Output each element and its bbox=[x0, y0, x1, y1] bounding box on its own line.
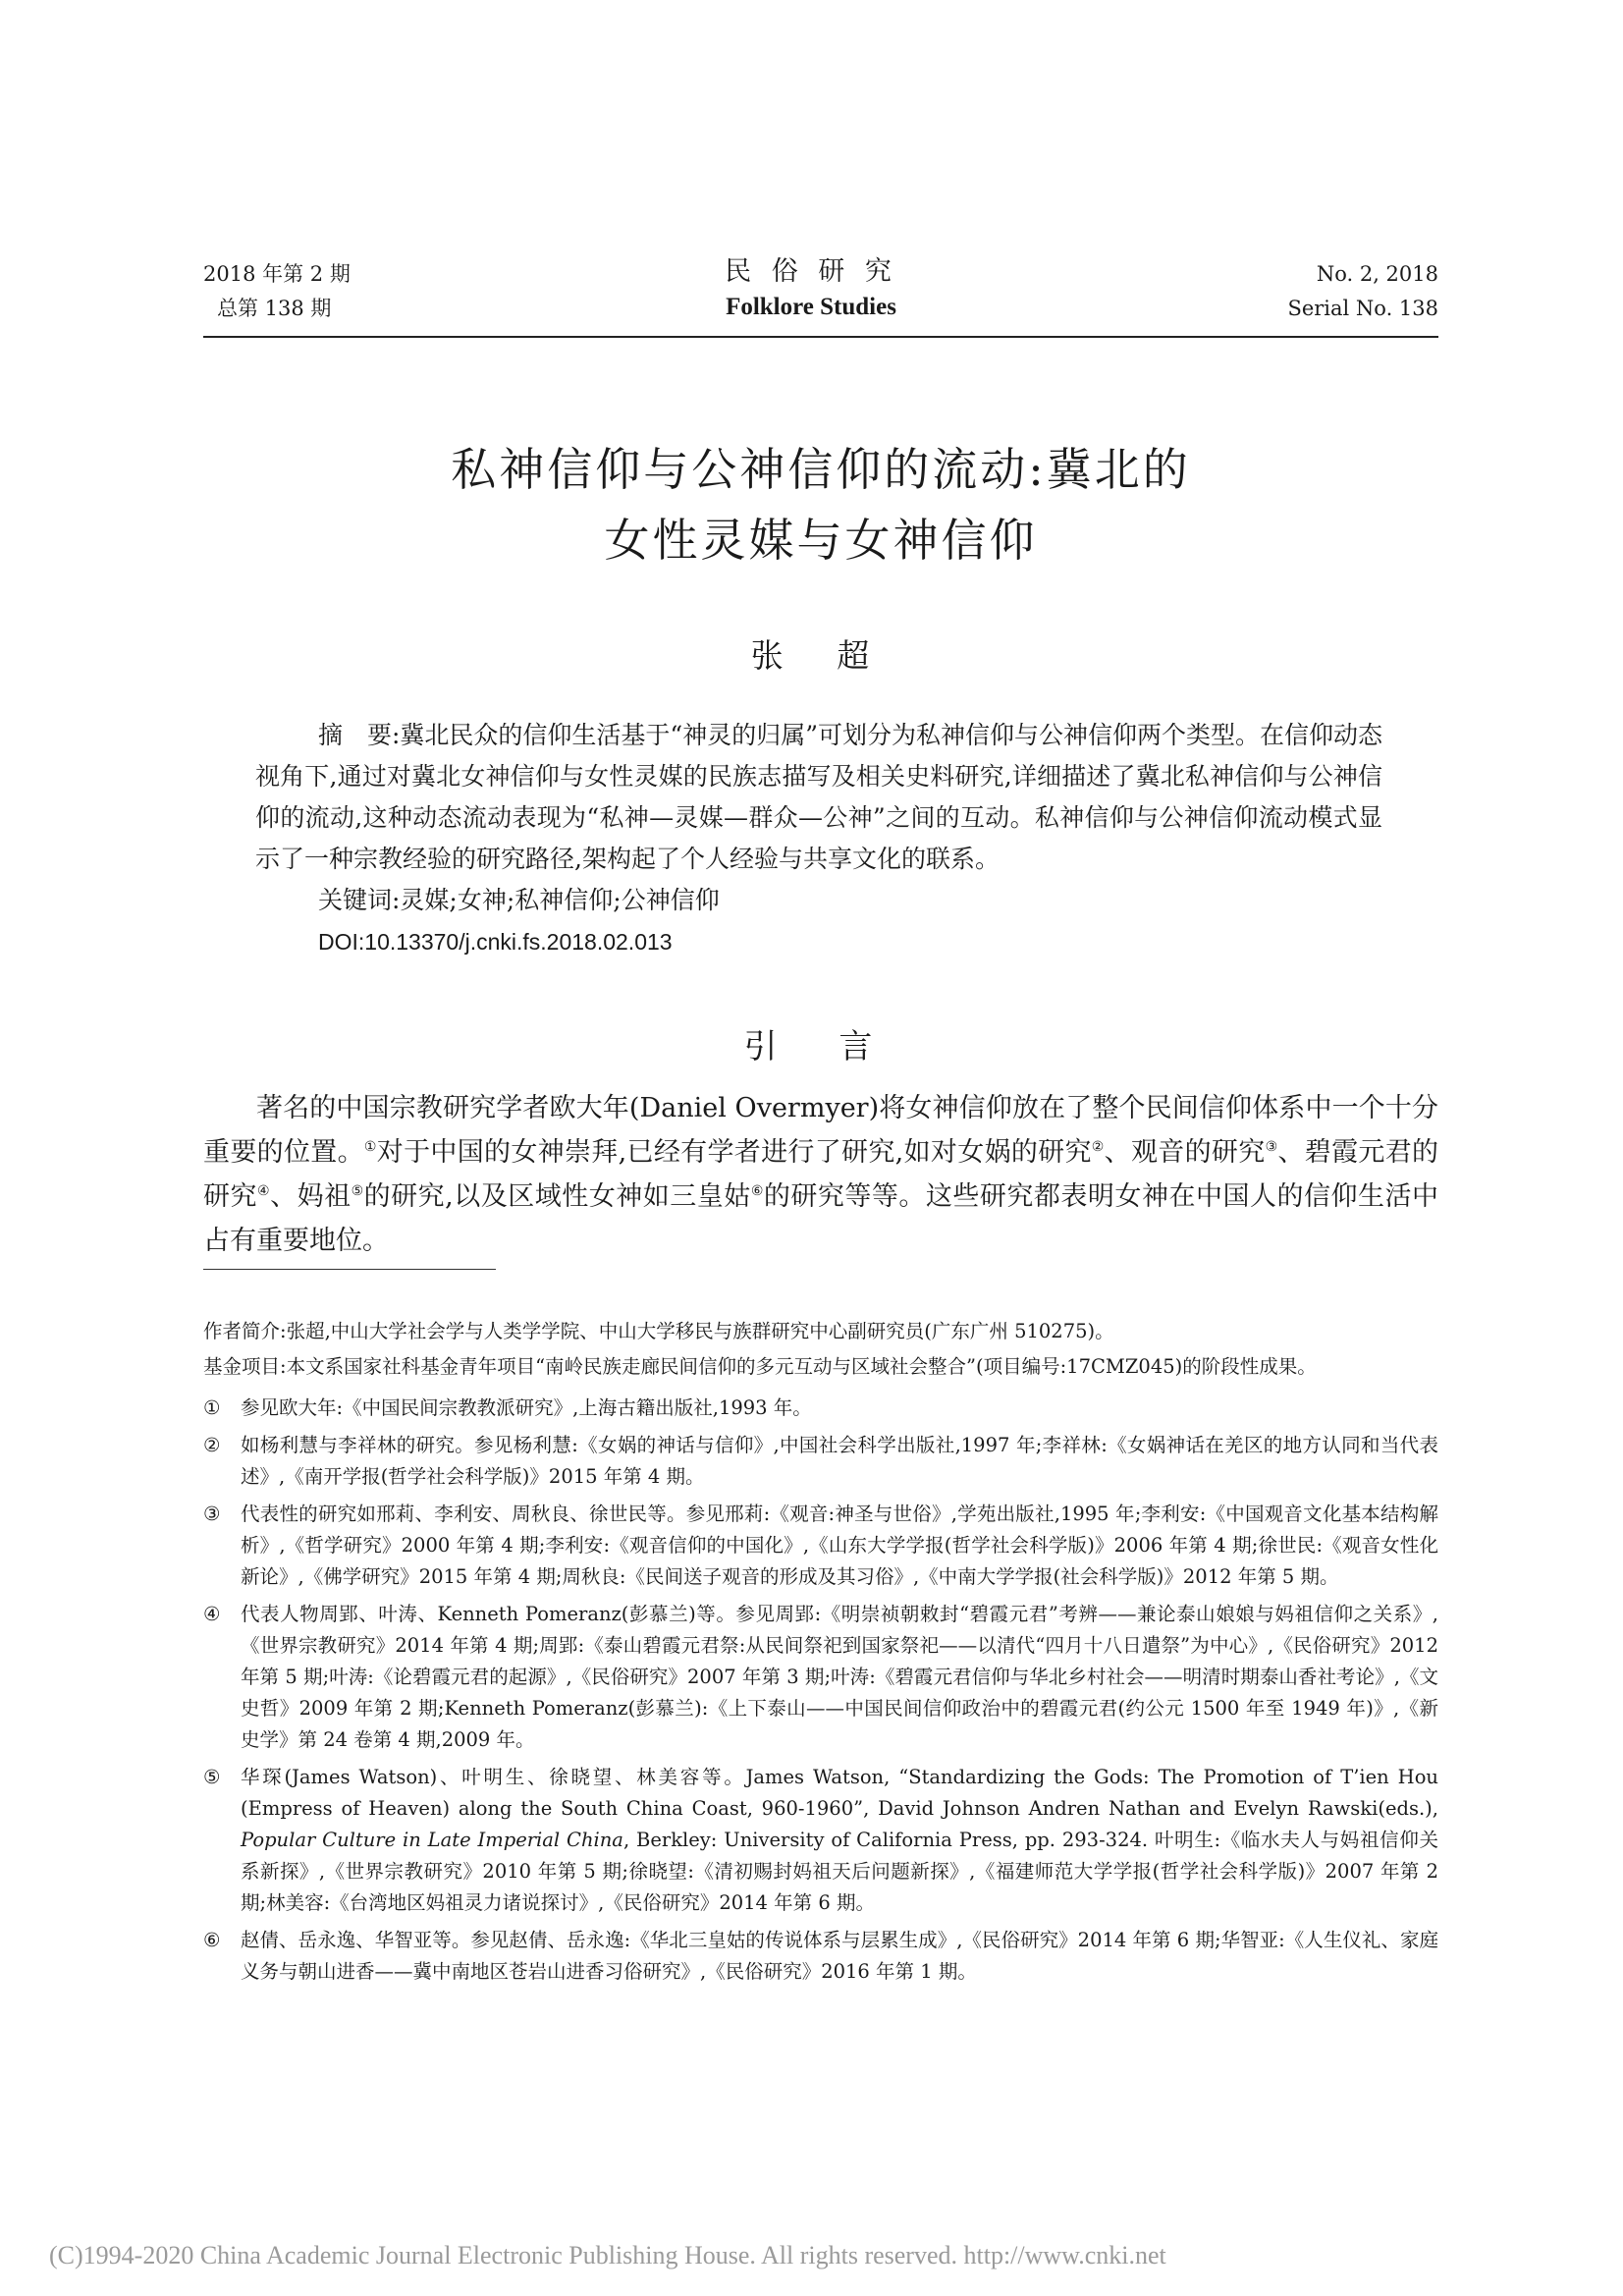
footnote-4 bbox=[203, 1599, 1438, 1756]
body-paragraph bbox=[203, 1086, 1438, 1263]
author-intro: 作者简介:张超,中山大学社会学与人类学学院、中山大学移民与族群研究中心副研究员(广东广州 510275)。 bbox=[203, 1320, 1114, 1342]
header-right bbox=[1144, 257, 1438, 326]
title-line-2: 女性灵媒与女神信仰 bbox=[604, 514, 1038, 567]
text-segment: 对于中国的女神崇拜,已经有学者进行了研究,如对女娲的研究 bbox=[376, 1137, 1092, 1168]
footnote-text: 代表人物周郢、叶涛、Kenneth Pomeranz(彭慕兰)等。参见周郢:《明崇祯朝敕封“碧霞元君”考辨——兼论泰山娘娘与妈祖信仰之关系》,《世界宗教研究》2014 年第 4 期;周郢:《泰山碧霞元君祭:从民间祭祀到国家祭祀——以清代“四月十八日遣祭”为中心》,《民俗研究》2012 年第 5 期;叶涛:《论碧霞元君的起源》,《民俗研究》2007 年第 3 期;叶涛:《碧霞元君信仰与华北乡村社会——明清时期泰山香社考论》,《文史哲》2009 年第 2 期;Kenneth Pomeranz(彭慕兰):《上下泰山——中国民间信仰政治中的碧霞元君(约公元 1500 年至 1949 年)》,《新史学》第 24 卷第 4 期,2009 年。 bbox=[241, 1603, 1438, 1751]
doi: DOI:10.13370/j.cnki.fs.2018.02.013 bbox=[318, 929, 673, 955]
title-line-1: 私神信仰与公神信仰的流动:冀北的 bbox=[451, 443, 1191, 496]
footnote-ref-5[interactable]: ⑤ bbox=[351, 1183, 364, 1199]
footnote-1 bbox=[203, 1393, 1438, 1424]
footnote-6 bbox=[203, 1925, 1438, 1988]
footnote-text: , Berkley: University of California Press, pp. 293-324. 叶明生:《临水夫人与妈祖信仰关系新探》,《世界宗教研究》2010 年第 5 期;徐晓望:《清初赐封妈祖天后问题新探》,《福建师范大学学报(哲学社会科学版)》2007 年第 2 期;林美容:《台湾地区妈祖灵力诸说探讨》,《民俗研究》2014 年第 6 期。 bbox=[241, 1829, 1438, 1914]
footnote-text: 如杨利慧与李祥林的研究。参见杨利慧:《女娲的神话与信仰》,中国社会科学出版社,1997 年;李祥林:《女娲神话在羌区的地方认同和当代表述》,《南开学报(哲学社会科学版)》2015 年第 4 期。 bbox=[241, 1434, 1438, 1488]
footnote-ref-2[interactable]: ② bbox=[1091, 1139, 1105, 1155]
footnote-5 bbox=[203, 1762, 1438, 1919]
serial-issue-label: 总第 138 期 bbox=[217, 297, 332, 320]
footnote-ref-1[interactable]: ① bbox=[363, 1139, 377, 1155]
section-title: 引 言 bbox=[743, 1027, 898, 1066]
header-left bbox=[203, 257, 351, 326]
footnote-number: ⑤ bbox=[203, 1766, 221, 1788]
text-segment: 、碧霞元君的研究 bbox=[203, 1137, 1439, 1212]
body-text bbox=[203, 1086, 1438, 1263]
journal-name-cn: 民 俗 研 究 bbox=[725, 256, 897, 287]
text-segment: 的研究等等。这些研究都表明女神在中国人的信仰生活中占有重要地位。 bbox=[203, 1181, 1438, 1256]
text-segment: 、妈祖 bbox=[270, 1181, 352, 1212]
author-name: 张 超 bbox=[750, 636, 892, 675]
issue-number-en: No. 2, 2018 bbox=[1316, 262, 1438, 286]
footnote-number: ① bbox=[203, 1396, 221, 1419]
footnote-ref-4[interactable]: ④ bbox=[257, 1183, 271, 1199]
footnote-number: ③ bbox=[203, 1503, 221, 1525]
footnote-text: 华琛(James Watson)、叶明生、徐晓望、林美容等。James Watson, “Standardizing the Gods: The Promotion of T’ien Hou (Empress of Heaven) along the South China Coast, 960-1960”, David Johnson Andren Nathan and Evelyn Rawski(eds.), bbox=[241, 1766, 1438, 1820]
fund-info: 基金项目:本文系国家社科基金青年项目“南岭民族走廊民间信仰的多元互动与区域社会整合”(项目编号:17CMZ045)的阶段性成果。 bbox=[203, 1355, 1317, 1378]
issue-label: 2018 年第 2 期 bbox=[203, 262, 351, 286]
abstract-block bbox=[255, 715, 1382, 962]
footnotes bbox=[203, 1316, 1438, 1994]
footnote-separator bbox=[203, 1269, 496, 1270]
text-segment: 、观音的研究 bbox=[1104, 1137, 1266, 1168]
footnote-text: 参见欧大年:《中国民间宗教教派研究》,上海古籍出版社,1993 年。 bbox=[241, 1396, 812, 1419]
footnote-text: 赵倩、岳永逸、华智亚等。参见赵倩、岳永逸:《华北三皇姑的传说体系与层累生成》,《民俗研究》2014 年第 6 期;华智亚:《人生仪礼、家庭义务与朝山进香——冀中南地区苍岩山进香习俗研究》,《民俗研究》2016 年第 1 期。 bbox=[241, 1929, 1438, 1983]
abstract-text: 摘 要:冀北民众的信仰生活基于“神灵的归属”可划分为私神信仰与公神信仰两个类型。在信仰动态视角下,通过对冀北女神信仰与女性灵媒的民族志描写及相关史料研究,详细描述了冀北私神信仰与公神信仰的流动,这种动态流动表现为“私神—灵媒—群众—公神”之间的互动。私神信仰与公神信仰流动模式显示了一种宗教经验的研究路径,架构起了个人经验与共享文化的联系。 bbox=[255, 721, 1382, 873]
footnote-ref-3[interactable]: ③ bbox=[1265, 1139, 1278, 1155]
copyright-notice: (C)1994-2020 China Academic Journal Electronic Publishing House. All rights reserved. http://www.cnki.net bbox=[49, 2241, 1166, 2269]
footnote-number: ② bbox=[203, 1434, 221, 1456]
journal-name-en: Folklore Studies bbox=[726, 294, 896, 320]
footnote-text: 代表性的研究如邢莉、李利安、周秋良、徐世民等。参见邢莉:《观音:神圣与世俗》,学苑出版社,1995 年;李利安:《中国观音文化基本结构解析》,《哲学研究》2000 年第 4 期;李利安:《观音信仰的中国化》,《山东大学学报(哲学社会科学版)》2006 年第 4 期;徐世民:《观音女性化新论》,《佛学研究》2015 年第 4 期;周秋良:《民间送子观音的形成及其习俗》,《中南大学学报(社会科学版)》2012 年第 5 期。 bbox=[241, 1503, 1438, 1588]
journal-name bbox=[615, 253, 1007, 324]
footnote-3 bbox=[203, 1499, 1438, 1593]
footnote-number: ⑥ bbox=[203, 1929, 221, 1951]
footnote-ref-6[interactable]: ⑥ bbox=[750, 1183, 764, 1199]
article-title bbox=[203, 434, 1438, 575]
footnote-number: ④ bbox=[203, 1603, 221, 1625]
header-rule bbox=[203, 336, 1438, 338]
footnote-book-title: Popular Culture in Late Imperial China bbox=[241, 1829, 623, 1851]
keywords: 关键词:灵媒;女神;私神信仰;公神信仰 bbox=[318, 886, 720, 914]
serial-number-en: Serial No. 138 bbox=[1287, 297, 1438, 320]
text-segment: 著名的中国宗教研究学者欧大年(Daniel Overmyer)将女神信仰放在了整个民间信仰体系中一个十分重要的位置。 bbox=[203, 1093, 1438, 1168]
text-segment: 的研究,以及区域性女神如三皇姑 bbox=[363, 1181, 751, 1212]
footnote-2 bbox=[203, 1430, 1438, 1493]
